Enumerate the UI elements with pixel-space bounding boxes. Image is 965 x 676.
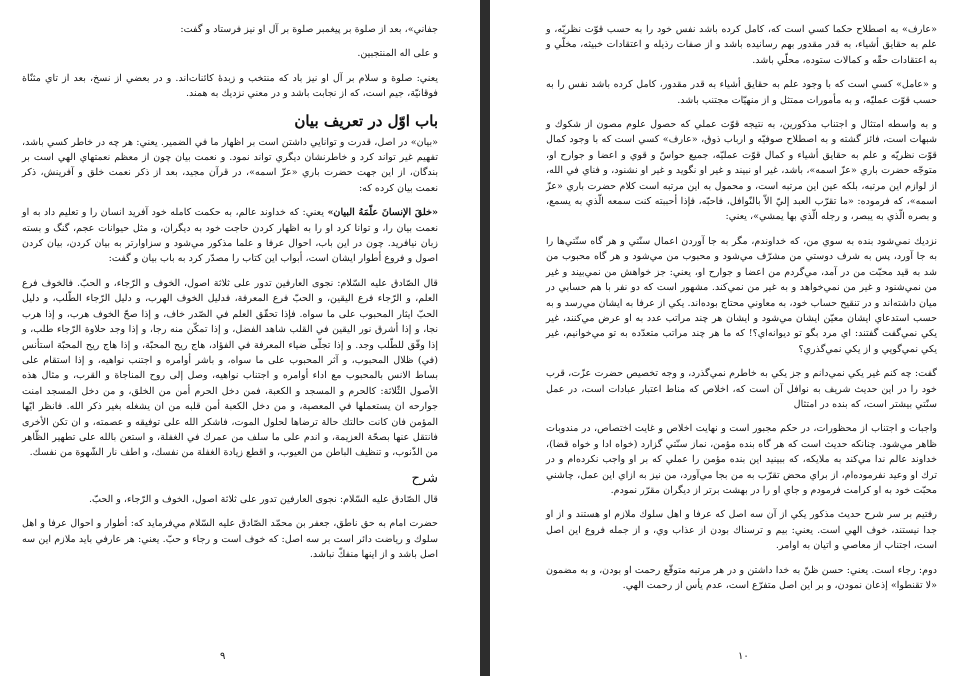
left-paragraph-5 — [22, 205, 438, 267]
left-paragraph-3: يعني: صلوة و سلام بر آل او نيز باد كه منتخب و زبدهٔ كائنات‌اند. و در بعضي از نسخ، بعد از تاي مثنّاة فوقانيّة، جيم است، كه از نجابت باشد و در معني نزديك به همند. — [22, 72, 438, 100]
right-paragraph-1: «عارف» به اصطلاح حكما كسي است كه، كامل كرده باشد نفس خود را به حسب قوّت نظريّه، و علم به حقايق أشياء، به قدر مقدور بهم رسانيده باشد و از صفات رذيله و اعتقادات خبيثه، مخلّي و به اعتقادات حقّه و كمالات ستوده، محلّي باشد. — [546, 24, 937, 66]
page-number-left: ۹ — [220, 651, 226, 662]
left-paragraph-8: حضرت امام به حق ناطق، جعفر بن محمّد الصّادق عليه السّلام مي‌فرمايد كه: أطوار و احوال عرفا و اهل سلوك و رياضت دائر است بر سه اصل: كه خوف است و رجاء و حبّ. يعني: هر عارفي بايد ملازم اين سه اصل باشد و از اينها منفكّ نباشد. — [22, 518, 438, 560]
left-page — [0, 0, 480, 676]
left-paragraph-1: جفاني»، بعد از صلوة بر پيغمبر صلوة بر آل او نيز فرستاد و گفت: — [180, 24, 438, 35]
left-paragraph-2: و على اله المنتجبين. — [357, 48, 438, 60]
left-paragraph-4: «بيان» در اصل، قدرت و توانايي داشتن است بر اظهار ما في الضمير. يعني: هر چه در خاطر كسي باشد، تفهيم غير تواند كرد و خاطرنشان ديگري تواند نمود. و نعمت بيان چون از معظم نعمتهاي الهي است بر بندگان، از اين جهت حضرت باري «عزّ اسمه»، در قرآن مجيد، بعد از ذكر نعمت خلق و آفرينش، ذكر نعمت بيان كرده كه: — [22, 136, 438, 194]
right-paragraph-5: گفت: چه كنم غير يكي نمي‌دانم و جز يكي به خاطرم نمي‌گذرد، و وجه تخصيص حضرت عزّت، قرب خود را در اين حديث شريف به نوافل آن است كه، اخلاص كه مناط اعتبار عبادات است، در عمل سنّتي بيشتر است، كه بنده در امتثال — [546, 368, 937, 410]
right-page — [490, 0, 965, 676]
right-paragraph-8: دوم: رجاء است. يعني: حسن ظنّ به خدا داشتن و در هر مرتبه متوقّع رحمت او بودن، و به مضمون «لا تقنطوا» إذعان نمودن، و بر اين اصل متفرّع است، عدم يأس از رحمت الهي. — [546, 564, 937, 591]
left-paragraph-6: قال الصّادق عليه السّلام: نجوى العارفين تدور على ثلاثة اصول، الخوف و الرّجاء، و الحبّ. فالخوف فرع العلم، و الرّجاء فرع اليقين، و الحبّ فرع المعرفة، فدليل الخوف الهرب، و دليل الرّجاء الطّلب، و دليل الحبّ ايثار المحبوب على ما سواه. فإذا تحقّق العلم في الصّدر خاف، و إذا صحّ الخوف هرب، و إذا هرب نجا، و إذا أشرق نور اليقين في القلب شاهد الفضل، و إذا تمكّن منه رجا، و إذا وجد حلاوة الرّجاء طلب، و إذا وفّق للطّلب وجد. و إذا تجلّى ضياء المعرفة في الفؤاد، هاج ريح المحبّة، و إذا هاج ريح المحبّة استأنس (في) ظلال المحبوب، و آثر المحبوب على ما سواه، و باشر أوامره و اجتنب نواهيه، و إذا استقام على بساط الانس بالمحبوب مع اداء أوامره و اجتناب نواهيه، وصل إلى روح المناجاة و القرب، و مثال هذه الأصول الثّلاثة: كالحرم و المسجد و الكعبة، فمن دخل الحرم أمن من الخلق، و من دخل المسجد امنت جوارحه ان يستعملها في المعصية، و من دخل الكعبة أمن قلبه من ان يشغله بغير ذكر الله. فانظر ايّها المؤمن فان كانت حالتك حالة ترضاها لحلول الموت، فاشكر الله على توفيقه و عصمته، و ان تكن الأخرى فانتقل عنها بصحّة العزيمة، و اندم على ما سلف من عمرك في الغفلة، و استعن بالله على تطهير الظّاهر من الذّنوب، و تنظيف الباطن من العيوب، و اقطع زيادة الغفلة من نفسك، و اطف نار الشّهوة من نفسك. — [22, 277, 438, 459]
book-gutter — [480, 0, 490, 676]
right-paragraph-6: واجبات و اجتناب از محظورات، در حكم مجبور است و نهايت اخلاص و غايت اختصاص، در مندوبات ظاهر مي‌شود. چنانكه حديث است كه هر گاه بنده مؤمن، نماز سنّتي گزارد (خواه ادا و خواه قضا)، خداوند عالم ندا مي‌كند به ملايكه، كه ببينيد اين بنده مؤمن را عملي كه بر او واجب نكرده‌ام و در ترك او وعيد نفرموده‌ام، از براي محض تقرّب به من بجا مي‌آورد، من نيز به ازاي اين عمل، چاشني محبّت خود به او كرامت فرمودم و جاي او را در بهشت برتر از ديگران مقرّر نمودم. — [546, 423, 937, 496]
left-paragraph-7: قال الصّادق عليه السّلام: نجوى العارفين تدور على ثلاثة اصول، الخوف و الرّجاء، و الحبّ. — [88, 493, 438, 505]
chapter-heading: باب اوّل در تعريف بيان — [294, 111, 438, 130]
page-number-right: ۱۰ — [738, 651, 749, 662]
right-paragraph-2: و «عامل» كسي است كه با وجود علم به حقايق أشياء به قدر مقدور، كامل كرده باشد نفس را به حسب قوّت عمليّه، و به مأمورات ممتثل و از منهيّات مجتنب باشد. — [546, 79, 937, 106]
right-paragraph-3: و به واسطه امتثال و اجتناب مذكورين، به نتيجه قوّت عملي كه حصول علوم مصون از شكوك و شبهات است، فائز گشته و به اصطلاح صوفيّه و ارباب ذوق، «عارف» كسي است كه با وجود كمال قوّت نظريّه و علم به حقايق أشياء و كمال قوّت عمليّه، جميع حواسّ و قوي و اعضا و جوارح او، متوجّه حضرت باري «عزّ اسمه»، باشد، غير او نبيند و غير او نگويد و غير او نشنود، و فناي في الله، از لوازم اين مرتبه، بلكه عين اين مرتبه است، و محمول به اين مرتبه است كلام حضرت باري «عزّ اسمه»، كه فرموده: «ما تقرّب العبد إليّ الاّ بالنّوافل، فاحبّه، فإذا أحببته كنت سمعه الّذي به يسمع، و بصره الّذي به يبصر، و رجله الّذي بها يمشي»، يعني: — [546, 119, 937, 223]
quran-quote: «خلقَ الإنسانَ علّمَهُ البيان» — [327, 207, 438, 219]
section-subheading: شرح — [411, 470, 438, 486]
right-paragraph-4: نزديك نمي‌شود بنده به سوي من، كه خداوندم، مگر به جا آوردن اعمال سنّتي و هر گاه سنّتي‌ها را به جا آورد، پس به شرف دوستي من مشرّف مي‌شود و محبوب من مي‌شود و هر گاه محبوب من شد به قيد محبّت من در آمد، مي‌گردم من اعضا و جوارح او، يعني: جز خواهش من نمي‌بيند و غير من نمي‌شنود و غير من نمي‌خواهد و به غير من نمي‌كند. مشهور است كه دو نفر با هم حسابي در ميان داشته‌اند و در تنقيح حساب خود، به معاوني محتاج بوده‌اند. يكي از عرفا به ايشان مي‌رسد و به حسب استدعاي ايشان معيّن ايشان مي‌شود و ايشان هر چند مراتب عدد به او عرض مي‌كنند، غير يكي نمي‌گفت گفتند: اي مرد بگو تو ديوانه‌اي؟! كه ما هر چند مراتب متعدّده به تو مي‌خوانيم، غير يكي نمي‌گويي و از يكي نمي‌گذري؟ — [546, 235, 937, 355]
right-paragraph-7: رفتيم بر سر شرح حديث مذكور يكي از آن سه اصل كه عرفا و اهل سلوك ملازم او هستند و از او جدا نيستند، خوف الهي است. يعني: بيم و ترسناك بودن از عذاب وي، و از جمله فروع اين اصل است، اجتناب از معاصي و اتيان به اوامر. — [546, 509, 937, 552]
left-paragraph-5-text: يعني: كه خداوند عالم، به حكمت كامله خود آفريد انسان را و تعليم داد به او نعمت بيان را، و توانا كرد او را به اظهار كردن حاجت خود به ديگران، و مثل حيوانات عجم، گنگ و بسته زبان نيافريد. چون در اين باب، احوال عرفا و علما مذكور مي‌شود و سزاوارتر به بيان كردن، بيان كردن اصول و فروع أطوار ايشان است، أبواب اين كتاب را مصدّر كرد به باب بيان و گفت: — [22, 207, 438, 265]
